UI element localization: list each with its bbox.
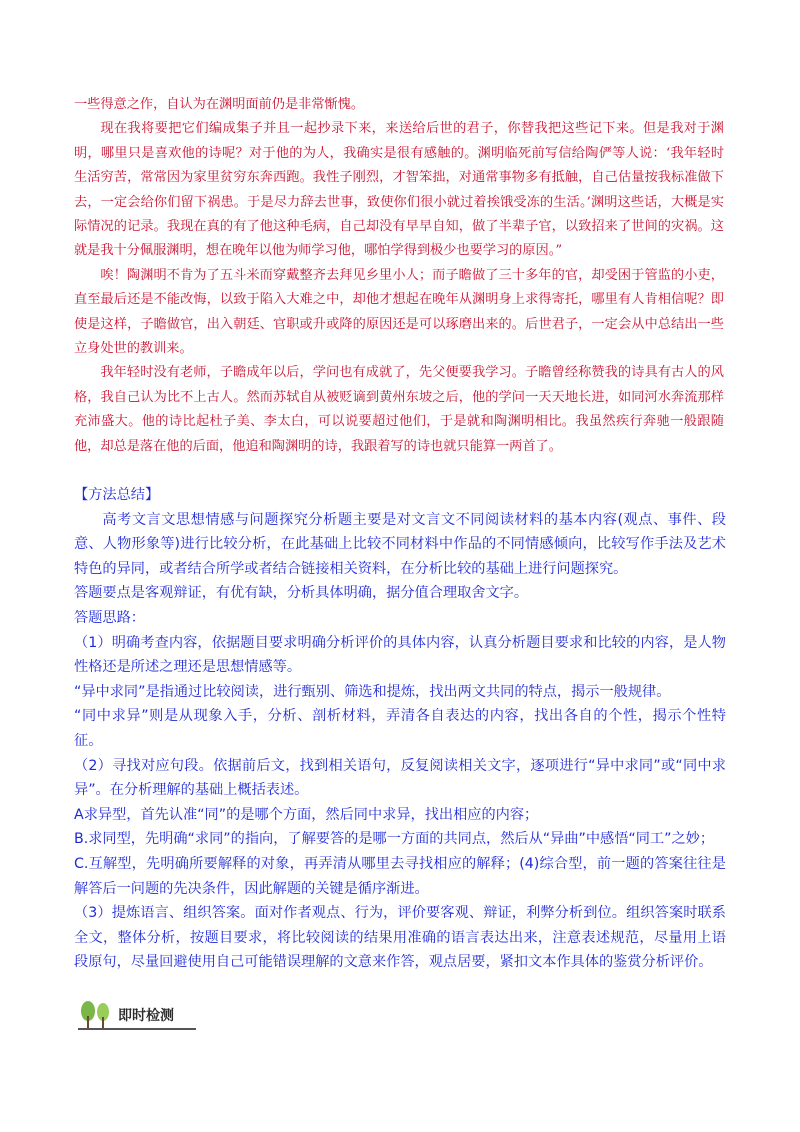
key-points: 答题要点是客观辩证，有优有缺，分析具体明确，据分值合理取舍文字。 [74,585,529,602]
tree-icon [78,1000,114,1028]
translation-paragraph: 现在我将要把它们编成集子并且一起抄录下来，来送给后世的君子，你替我把这些记下来。但是我对于渊明，哪里只是喜欢他的诗呢？对于他的为人，我确实是很有感触的。渊明临死前写信给陶俨等人说：‘我年轻时生活穷苦，常常因为家里贫穷东奔西跑。我性子刚烈，才智笨拙，对通常事物多有抵触，自己估量按我标准做下去，一定会给你们留下祸患。于是尽力辞去世事，致使你们很小就过着挨饿受冻的生活。’渊明这些话，大概是实际情况的记录。我现在真的有了他这种毛病，自己却没有早早自知，做了半辈子官，以致招来了世间的灾祸。这就是我十分佩服渊明，想在晚年以他为师学习他，哪怕学得到极少也要学习的原因。” [74,121,725,259]
translation-paragraph: 唉！陶渊明不肯为了五斗米而穿戴整齐去拜见乡里小人；而子瞻做了三十多年的官，却受困于管监的小吏，直至最后还是不能改悔，以致于陷入大难之中，却他才想起在晚年从渊明身上求得寄托，哪里有人肯相信呢？即使是这样，子瞻做官，出入朝廷、官职或升或降的原因还是可以琢磨出来的。后世君子，一定会从中总结出一些立身处世的教训来。 [74,267,724,357]
step-3: （3）提炼语言、组织答案。面对作者观点、行为，评价要客观、辩证，利弊分析到位。组织答案时联系全文，整体分析，按题目要求，将比较阅读的结果用准确的语言表达出来，注意表述规范，尽量用上语段原句，尽量回避使用自己可能错误理解的文意来作答，观点居要，紧扣文本作具体的鉴赏分析评价。 [74,905,726,971]
translation-paragraph: 一些得意之作，自认为在渊明面前仍是非常惭愧。 [74,97,365,112]
type-c: C.互解型，先明确所要解释的对象，再弄清从哪里去寻找相应的解释；(4)综合型，前一题的答案往往是解答后一问题的先决条件，因此解题的关键是循序渐进。 [74,855,726,897]
method-summary-section [74,483,726,975]
translation-section [74,93,724,459]
type-b: B.求同型，先明确“求同”的指向，了解要答的是哪一方面的共同点，然后从“异曲”中感悟“同工”之妙； [74,831,715,848]
type-a: A求异型，首先认准“同”的是哪个方面，然后同中求异，找出相应的内容； [74,806,539,823]
method-intro: 高考文言文思想情感与问题探究分析题主要是对文言文不同阅读材料的基本内容(观点、事件、段意、人物形象等)进行比较分析，在此基础上比较不同材料中作品的不同情感倾向，比较写作手法及艺术特色的异同，或者结合所学或者结合链接相关资料，在分析比较的基础上进行问题探究。 [74,511,726,577]
tongzhong-qiuyi: “同中求异”则是从现象入手，分析、剖析材料，弄清各自表达的内容，找出各自的个性，揭示个性特征。 [74,708,726,749]
step-2: （2）寻找对应句段。依据前后文，找到相关语句，反复阅读相关文字，逐项进行“异中求同”或“同中求异”。在分析理解的基础上概括表述。 [74,757,726,799]
banner-underline [78,1028,196,1030]
section-heading: 【方法总结】 [74,487,160,503]
banner-title: 即时检测 [118,1008,174,1024]
instant-check-banner [78,1000,198,1030]
yizhong-qiutong: “异中求同”是指通过比较阅读，进行甄别、筛选和提炼，找出两文共同的特点，揭示一般规律。 [74,683,671,700]
step-1: （1）明确考查内容，依据题目要求明确分析评价的具体内容，认真分析题目要求和比较的内容，是人物性格还是所述之理还是思想情感等。 [74,634,726,676]
approach-label: 答题思路： [74,609,145,626]
translation-paragraph: 我年轻时没有老师，子瞻成年以后，学问也有成就了，先父便要我学习。子瞻曾经称赞我的诗具有古人的风格，我自己认为比不上古人。然而苏轼自从被贬谪到黄州东坡之后，他的学问一天天地长进，如同河水奔流那样充沛盛大。他的诗比起杜子美、李太白，可以说要超过他们，于是就和陶渊明相比。我虽然疾行奔驰一般跟随他，却总是落在他的后面，他追和陶渊明的诗，我跟着写的诗也就只能算一两首了。 [74,365,724,454]
